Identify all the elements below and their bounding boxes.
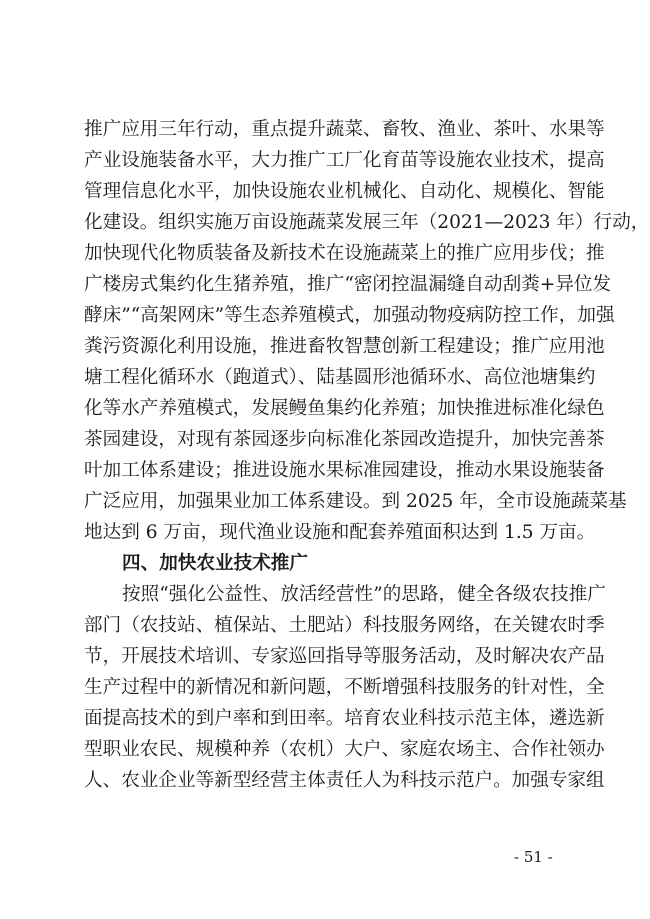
body-text — [84, 114, 650, 796]
text-line: 按照“强化公益性、放活经营性”的思路，健全各级农技推广 — [122, 584, 606, 605]
text-line: 管理信息化水平，加快设施农业机械化、自动化、规模化、智能 — [84, 181, 605, 202]
section-heading: 四、加快农业技术推广 — [122, 553, 308, 574]
text-line: 化等水产养殖模式，发展鳗鱼集约化养殖；加快推进标准化绿色 — [84, 398, 605, 419]
text-line: 地达到 6 万亩，现代渔业设施和配套养殖面积达到 1.5 万亩。 — [84, 522, 596, 543]
text-line: 广泛应用，加强果业加工体系建设。到 2025 年，全市设施蔬菜基 — [84, 491, 627, 512]
text-line: 酵床”“高架网床”等生态养殖模式，加强动物疫病防控工作，加强 — [84, 305, 615, 326]
text-line: 面提高技术的到户率和到田率。培育农业科技示范主体，遴选新 — [84, 708, 605, 729]
text-line: 塘工程化循环水（跑道式）、陆基圆形池循环水、高位池塘集约 — [84, 367, 596, 388]
text-line: 茶园建设，对现有茶园逐步向标准化茶园改造提升，加快完善茶 — [84, 429, 605, 450]
text-line: 粪污资源化利用设施，推进畜牧智慧创新工程建设；推广应用池 — [84, 336, 605, 357]
text-line: 产业设施装备水平，大力推广工厂化育苗等设施农业技术，提高 — [84, 150, 605, 171]
text-line: 推广应用三年行动，重点提升蔬菜、畜牧、渔业、茶叶、水果等 — [84, 119, 605, 140]
text-line: 型职业农民、规模种养（农机）大户、家庭农场主、合作社领办 — [84, 739, 605, 760]
text-line: 生产过程中的新情况和新问题，不断增强科技服务的针对性，全 — [84, 677, 605, 698]
text-line: 节，开展技术培训、专家巡回指导等服务活动，及时解决农产品 — [84, 646, 605, 667]
text-line: 广楼房式集约化生猪养殖，推广“密闭控温漏缝自动刮粪+异位发 — [84, 274, 612, 295]
text-line: 加快现代化物质装备及新技术在设施蔬菜上的推广应用步伐；推 — [84, 243, 605, 264]
text-line: 人、农业企业等新型经营主体责任人为科技示范户。加强专家组 — [84, 770, 605, 791]
text-line: 叶加工体系建设；推进设施水果标准园建设，推动水果设施装备 — [84, 460, 605, 481]
text-line: 化建设。组织实施万亩设施蔬菜发展三年（2021—2023 年）行动， — [84, 212, 650, 233]
page-number: - 51 - — [514, 848, 553, 866]
text-line: 部门（农技站、植保站、土肥站）科技服务网络，在关键农时季 — [84, 615, 605, 636]
